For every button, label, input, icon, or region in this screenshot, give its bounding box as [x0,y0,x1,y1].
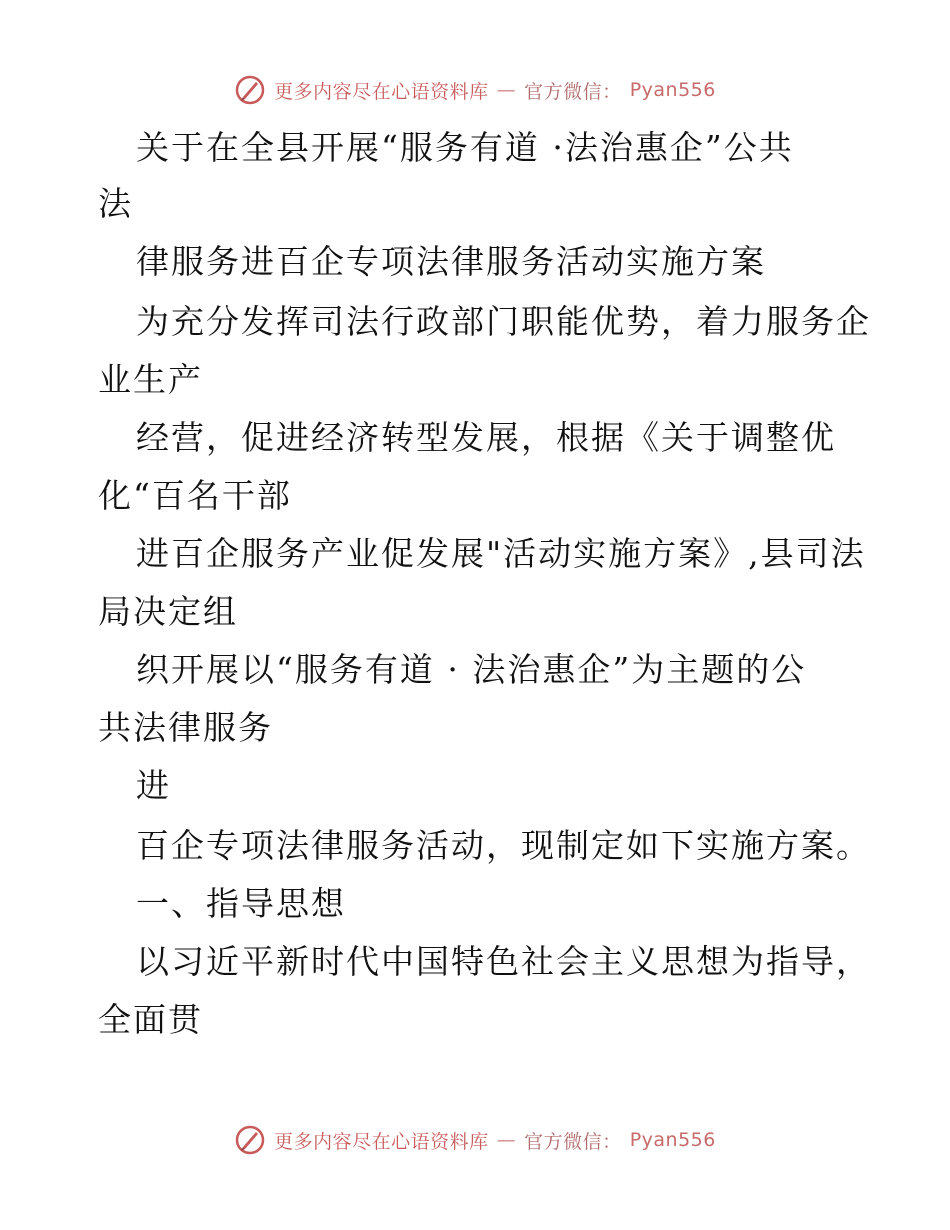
body-line: 共法律服务 [98,708,273,747]
watermark-dash: — [496,79,517,101]
body-line: 织开展以“服务有道 · 法治惠企”为主题的公 [136,650,807,689]
body-line: 局决定组 [98,592,238,631]
body-line: 化“百名干部 [98,476,292,515]
body-line: 百企专项法律服务活动，现制定如下实施方案。 [136,826,871,865]
body-line: 为充分发挥司法行政部门职能优势，着力服务企 [136,302,871,341]
section-heading: 一、指导思想 [136,884,346,923]
quill-logo-icon [234,1124,266,1156]
watermark-site: 更多内容尽在心语资料库 [274,80,489,103]
watermark-wechat-id: Pyan556 [629,79,716,101]
watermark-wechat-label: 官方微信： [524,1130,622,1153]
watermark-site: 更多内容尽在心语资料库 [274,1130,489,1153]
body-line: 律服务进百企专项法律服务活动实施方案 [136,242,766,281]
footer-watermark [0,1120,950,1160]
watermark-wechat-id: Pyan556 [629,1129,716,1151]
body-line: 进百企服务产业促发展"活动实施方案》,县司法 [136,534,866,573]
body-line: 全面贯 [98,1000,203,1039]
body-line: 进 [136,766,171,805]
body-line: 法 [98,184,133,223]
watermark-wechat-label: 官方微信： [524,80,622,103]
watermark-dash: — [496,1129,517,1151]
body-line: 关于在全县开展“服务有道 ·法治惠企”公共 [136,128,794,167]
body-line: 经营，促进经济转型发展，根据《关于调整优 [136,418,836,457]
quill-logo-icon [234,74,266,106]
header-watermark [0,70,950,110]
body-line: 以习近平新时代中国特色社会主义思想为指导， [136,942,871,981]
body-line: 业生产 [98,360,203,399]
